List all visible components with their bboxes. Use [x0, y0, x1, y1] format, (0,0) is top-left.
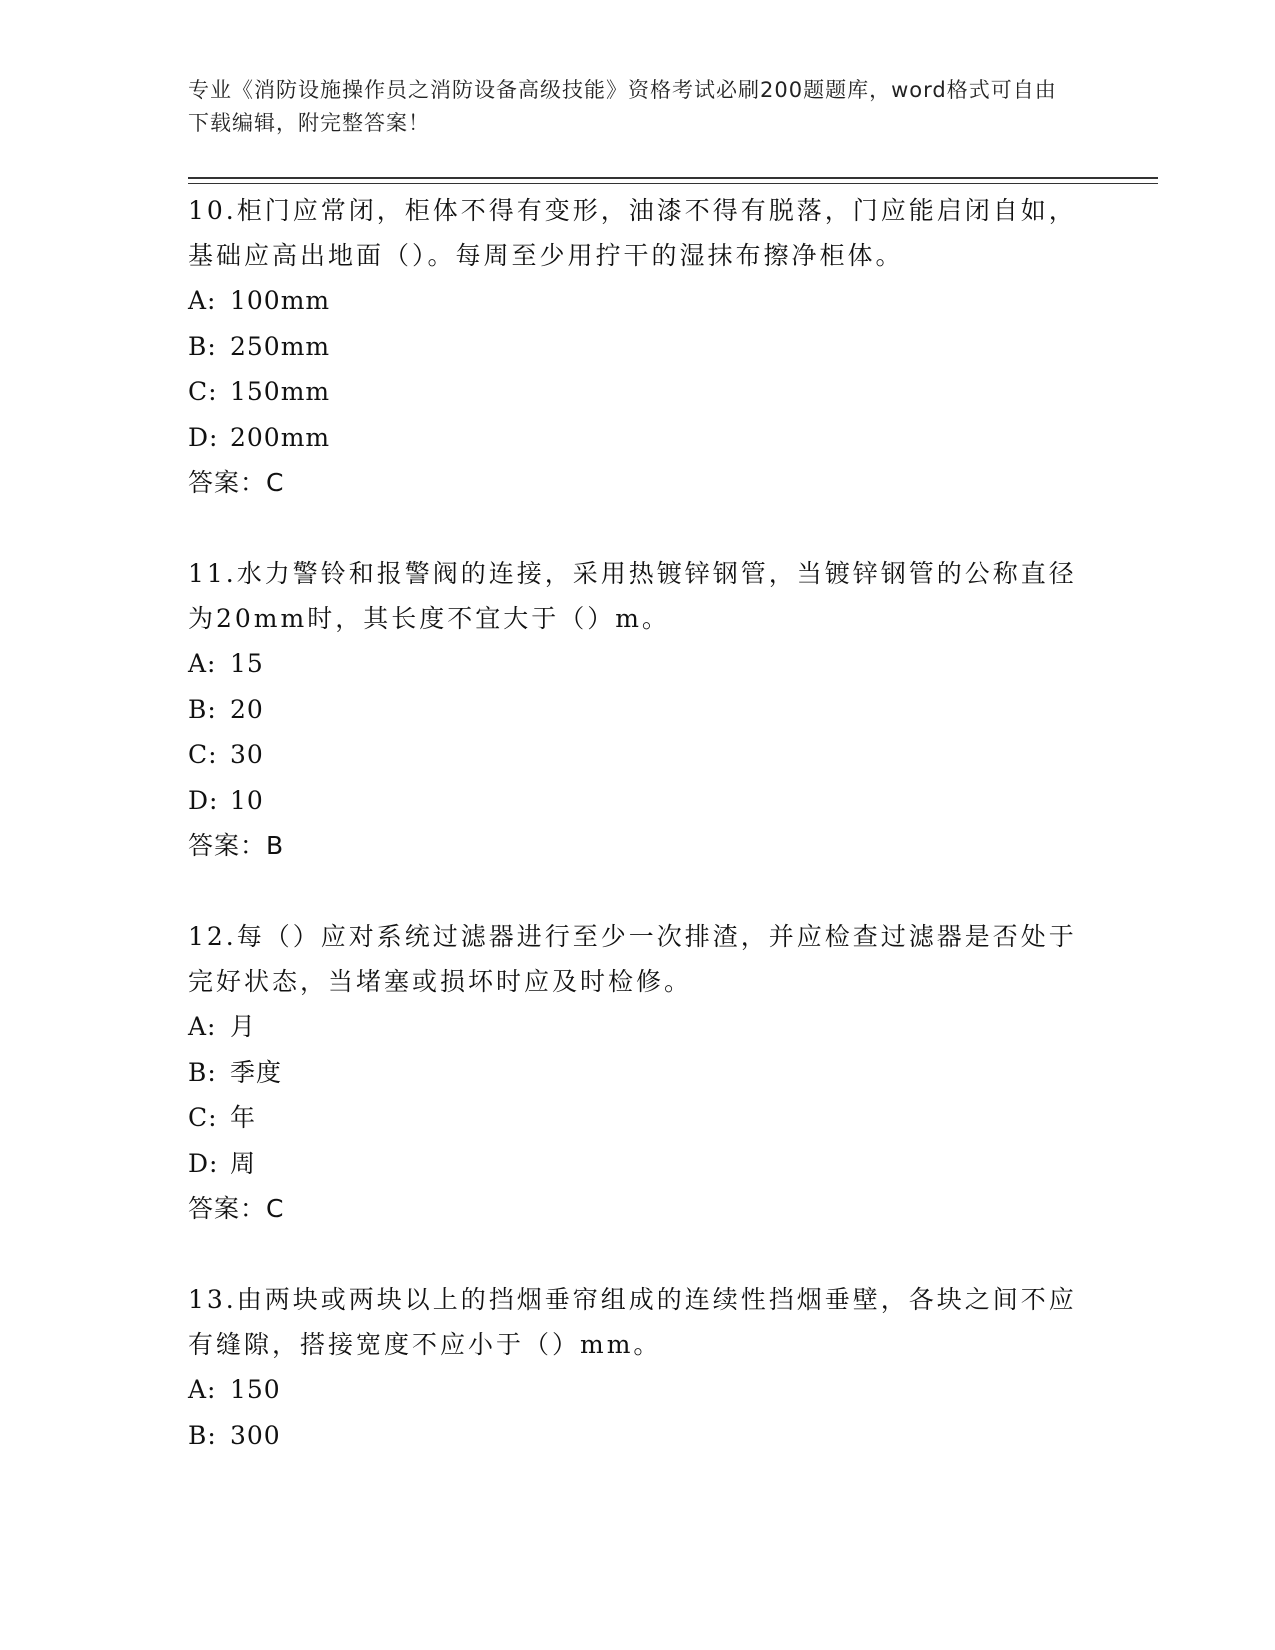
option-c [188, 732, 1088, 778]
option-text: 250mm [230, 331, 331, 361]
question-10 [188, 188, 1088, 505]
header-divider-thick [188, 177, 1158, 179]
option-a [188, 1004, 1088, 1050]
question-13 [188, 1277, 1088, 1458]
option-b [188, 324, 1088, 370]
option-c [188, 1095, 1088, 1141]
option-b [188, 1050, 1088, 1096]
option-b [188, 687, 1088, 733]
option-c [188, 369, 1088, 415]
option-a [188, 641, 1088, 687]
option-text: 30 [230, 740, 264, 769]
header-divider-thin [188, 183, 1158, 184]
question-stem: 10.柜门应常闭，柜体不得有变形，油漆不得有脱落，门应能启闭自如，基础应高出地面（）。每周至少用拧干的湿抹布擦净柜体。 [188, 196, 1077, 270]
option-text: 周 [230, 1148, 257, 1178]
question-stem: 11.水力警铃和报警阀的连接，采用热镀锌钢管，当镀锌钢管的公称直径为20mm时，其长度不宜大于（）m。 [188, 559, 1077, 633]
answer-line: 答案：C [188, 1194, 285, 1223]
option-text: 月 [230, 1012, 257, 1041]
option-letter: B: [188, 1057, 217, 1087]
option-text: 15 [230, 649, 264, 678]
option-letter: B: [188, 694, 217, 724]
option-text: 10 [230, 785, 264, 815]
option-text: 20 [230, 694, 264, 724]
option-letter: A: [188, 649, 217, 678]
option-text: 200mm [230, 422, 331, 452]
option-text: 年 [230, 1103, 257, 1132]
option-letter: C: [188, 740, 218, 769]
option-letter: D: [188, 785, 219, 815]
option-a [188, 278, 1088, 324]
option-b [188, 1413, 1088, 1459]
option-d [188, 415, 1088, 461]
document-header-text: 专业《消防设施操作员之消防设备高级技能》资格考试必刷200题题库，word格式可自由下载编辑，附完整答案！ [188, 78, 1057, 135]
option-d [188, 1141, 1088, 1187]
option-letter: D: [188, 422, 219, 452]
option-text: 300 [230, 1420, 281, 1450]
question-stem: 13.由两块或两块以上的挡烟垂帘组成的连续性挡烟垂壁，各块之间不应有缝隙，搭接宽度不应小于（）mm。 [188, 1285, 1077, 1359]
option-letter: C: [188, 1103, 218, 1132]
option-a [188, 1367, 1088, 1413]
option-letter: B: [188, 331, 217, 361]
option-letter: A: [188, 1375, 217, 1404]
option-letter: C: [188, 377, 218, 406]
option-text: 100mm [230, 286, 331, 315]
question-11 [188, 551, 1088, 868]
answer-line: 答案：C [188, 468, 285, 497]
answer-line: 答案：B [188, 831, 285, 860]
question-stem: 12.每（）应对系统过滤器进行至少一次排渣，并应检查过滤器是否处于完好状态，当堵塞或损坏时应及时检修。 [188, 922, 1077, 996]
option-d [188, 778, 1088, 824]
option-text: 150 [230, 1375, 281, 1404]
option-letter: A: [188, 286, 217, 315]
option-text: 150mm [230, 377, 331, 406]
option-letter: D: [188, 1148, 219, 1178]
option-letter: A: [188, 1012, 217, 1041]
option-text: 季度 [230, 1057, 283, 1087]
question-12 [188, 914, 1088, 1231]
option-letter: B: [188, 1420, 217, 1450]
